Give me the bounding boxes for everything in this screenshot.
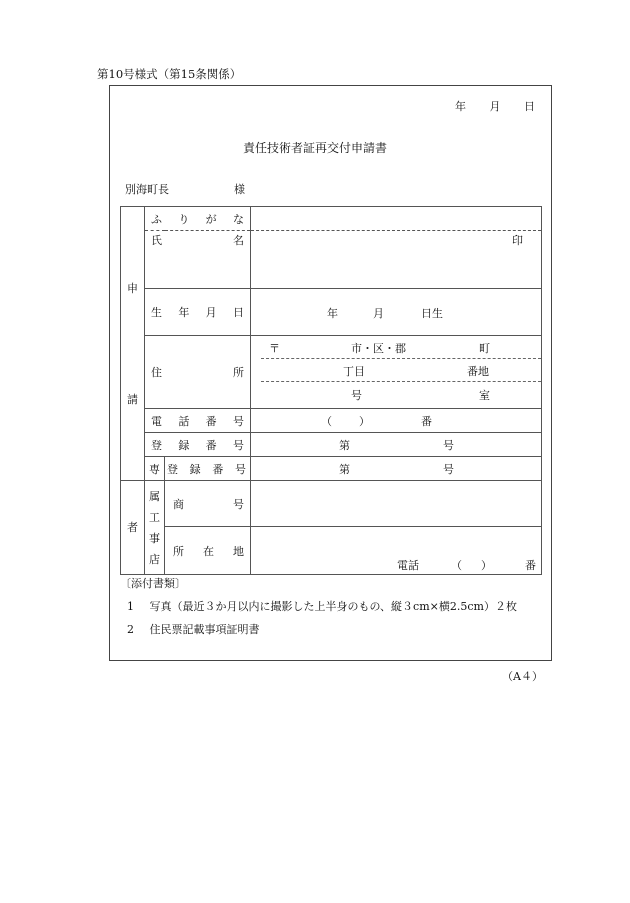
label-char: 番 [205,438,217,452]
seal-mark: 印 [512,233,523,247]
attachment-text: 写真（最近３か月以内に撮影した上半身のもの、縦３cm×横2.5cm）２枚 [149,600,517,613]
phone-label [145,409,251,433]
location-phone-label: 電話 [397,559,419,572]
address-divider [261,381,541,382]
attachments-title: 〔添付書類〕 [120,577,186,590]
registration-field[interactable] [251,433,542,457]
label-char: 事 [149,531,160,545]
registration-go: 号 [443,439,454,452]
exclusive-dai: 第 [339,463,350,476]
label-char: 月 [205,306,217,319]
label-char: 号 [234,462,246,476]
label-char: 番 [205,414,217,428]
label-char: 所 [173,544,184,558]
document-title: 責任技術者証再交付申請書 [242,141,387,155]
label-char: 属 [149,489,160,503]
attachment-number: 2 [127,623,134,636]
label-char: 登 [151,438,162,452]
label-char: 住 [151,366,162,379]
label-char: 話 [178,414,190,428]
location-phone-ban: 番 [525,559,536,572]
date-month-label: 月 [489,100,501,113]
affiliated-shop-label [145,481,165,575]
label-char: り [178,212,190,226]
birth-label [145,289,251,336]
label-char: ふ [151,212,162,226]
exclusive-registration-label [165,457,251,481]
go-label: 号 [351,389,362,402]
location-field[interactable] [251,527,542,575]
birth-field[interactable] [251,289,542,336]
attachment-text: 住民票記載事項証明書 [149,623,260,636]
addressee-honorific: 様 [234,183,245,196]
exclusive-registration-field[interactable] [251,457,542,481]
phone-close: ） [359,415,370,428]
label-char: 登 [167,462,178,476]
furigana-label [145,207,251,231]
birth-year: 年 [327,307,338,320]
label-char: 専 [149,462,160,476]
room-label: 室 [479,389,490,402]
registration-label [145,433,251,457]
phone-open: （ [321,415,332,428]
label-char: 地 [233,544,244,558]
attachment-item [127,598,517,614]
registration-dai: 第 [339,439,350,452]
label-char: 在 [203,544,214,558]
city-label: 市・区・郡 [351,342,406,355]
label-char: 店 [149,552,160,566]
location-phone-open: （ [451,559,462,572]
applicant-char: 請 [127,392,138,406]
location-label [165,527,251,575]
label-char: 年 [178,306,190,319]
addressee [125,181,245,197]
label-char: 録 [189,462,201,476]
label-char: 氏 [151,233,162,247]
label-char: 録 [178,438,190,452]
label-char: が [205,212,217,226]
applicant-char: 者 [127,521,138,534]
date-line [455,98,535,114]
label-char: 電 [151,414,162,428]
chome-label: 丁目 [343,365,365,378]
phone-field[interactable] [251,409,542,433]
name-field[interactable] [251,231,542,289]
label-char: 所 [233,366,244,379]
address-divider [261,358,541,359]
paper-size-label: （A４） [502,670,543,683]
date-year-label: 年 [455,100,466,113]
label-char: 番 [212,462,224,476]
applicant-label-lower [121,481,145,575]
birth-suffix: 日生 [421,307,443,320]
label-char: な [232,212,244,226]
label-char: 号 [232,414,244,428]
address-field[interactable] [251,336,542,409]
label-char: 商 [173,497,184,511]
postal-mark: 〒 [269,342,280,355]
attachment-item [127,621,260,637]
label-char: 号 [233,497,244,511]
form-number-label: 第10号様式（第15条関係） [97,67,242,81]
label-char: 名 [233,233,244,247]
label-char: 号 [232,438,244,452]
location-phone-close: ） [481,559,492,572]
label-char: 日 [232,306,244,319]
town-label: 町 [479,342,490,355]
applicant-char: 申 [127,281,138,295]
label-char: 生 [151,306,162,319]
phone-ban: 番 [421,415,432,428]
application-table [120,206,542,575]
exclusive-go: 号 [443,463,454,476]
name-label [145,231,251,289]
date-day-label: 日 [524,100,535,113]
furigana-field[interactable] [251,207,542,231]
addressee-name: 別海町長 [125,183,169,196]
trade-name-field[interactable] [251,481,542,527]
trade-name-label [165,481,251,527]
birth-month: 月 [373,307,384,320]
attachment-number: 1 [127,600,134,613]
address-label [145,336,251,409]
label-char: 工 [149,510,160,524]
exclusive-label [145,457,165,481]
banchi-label: 番地 [467,365,489,378]
applicant-label [121,207,145,481]
